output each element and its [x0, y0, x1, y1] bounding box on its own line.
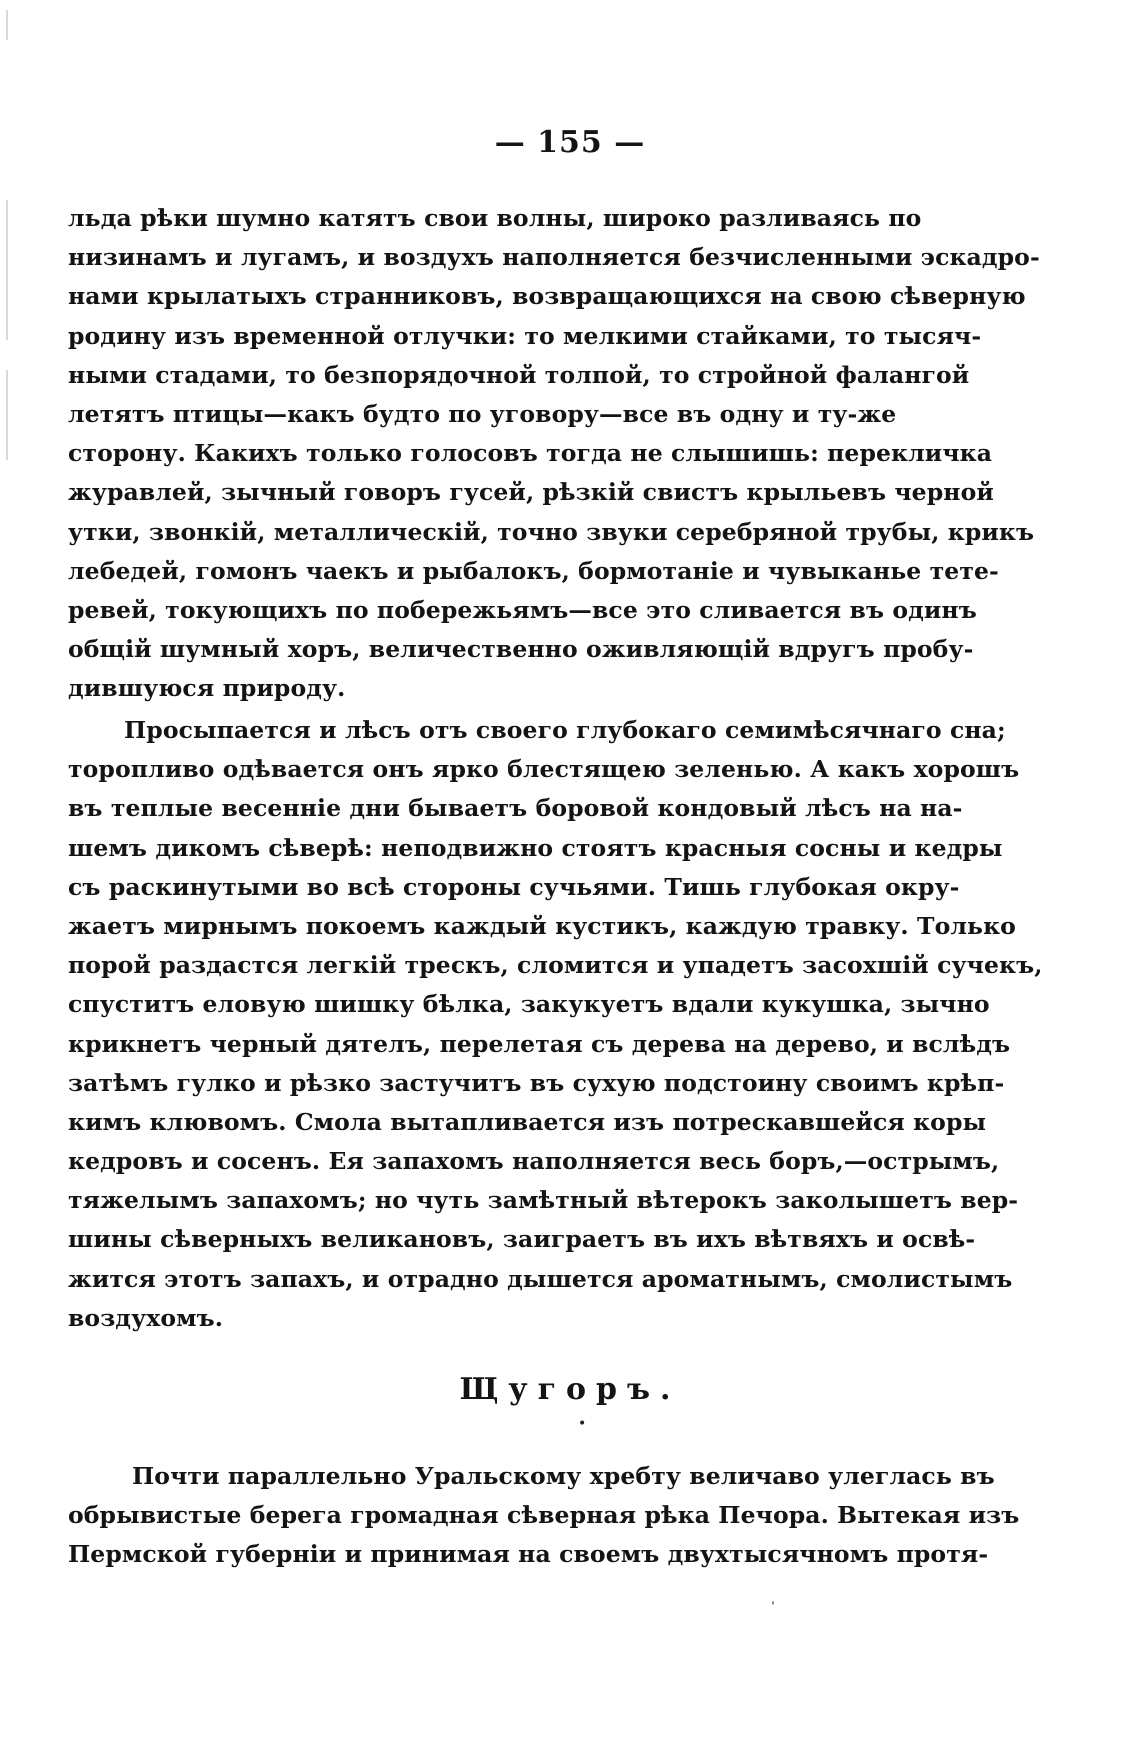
text-line: затѣмъ гулко и рѣзко застучитъ въ сухую подстоину своимъ крѣп-	[68, 1068, 1005, 1097]
section-heading: Щугоръ.	[459, 1372, 681, 1407]
paragraph-2	[68, 711, 1043, 1338]
text-line: кедровъ и сосенъ. Ея запахомъ наполняется весь боръ,—острымъ,	[68, 1147, 1000, 1176]
text-line: журавлей, зычный говоръ гусей, рѣзкій свистъ крыльевъ черной	[68, 478, 994, 507]
text-line: льда рѣки шумно катятъ свои волны, широко разливаясь по	[68, 204, 922, 232]
paragraph-1	[68, 199, 1040, 708]
text-line: порой раздастся легкій трескъ, сломится и упадетъ засохшій сучекъ,	[68, 951, 1043, 980]
scan-margin-mark	[6, 10, 8, 40]
text-line: шемъ дикомъ сѣверѣ: неподвижно стоятъ красныя сосны и кедры	[68, 833, 1003, 862]
paragraph-3	[68, 1457, 1020, 1575]
text-line: ными стадами, то безпорядочной толпой, то стройной фалангой	[68, 360, 970, 389]
text-line: летятъ птицы—какъ будто по уговору—все въ одну и ту-же	[68, 399, 897, 428]
text-line: кимъ клювомъ. Смола вытапливается изъ потрескавшейся коры	[68, 1107, 987, 1136]
text-line: ревей, токующихъ по побережьямъ—все это сливается въ одинъ	[68, 595, 977, 624]
text-line: Пермской губерніи и принимая на своемъ двухтысячномъ протя-	[68, 1540, 989, 1569]
text-line: въ теплые весенніе дни бываетъ боровой кондовый лѣсъ на на-	[68, 794, 963, 823]
text-line: воздухомъ.	[68, 1303, 224, 1332]
text-line: тяжелымъ запахомъ; но чуть замѣтный вѣтерокъ заколышетъ вер-	[68, 1186, 1019, 1215]
text-line: шины сѣверныхъ великановъ, заиграетъ въ ихъ вѣтвяхъ и освѣ-	[68, 1225, 976, 1254]
text-line: дившуюся природу.	[68, 674, 346, 703]
text-line: крикнетъ черный дятелъ, перелетая съ дерева на дерево, и вслѣдъ	[68, 1029, 1011, 1058]
ink-speck: ˈ	[771, 1600, 775, 1616]
scan-margin-mark	[6, 370, 8, 460]
text-line: сторону. Какихъ только голосовъ тогда не слышишь: перекличка	[68, 439, 993, 468]
text-line: торопливо одѣвается онъ ярко блестящею зеленью. А какъ хорошъ	[68, 755, 1020, 784]
text-line: утки, звонкій, металлическій, точно звуки серебряной трубы, крикъ	[68, 517, 1035, 546]
text-line: Почти параллельно Уральскому хребту величаво улеглась въ	[132, 1462, 995, 1490]
text-line: низинамъ и лугамъ, и воздухъ наполняется безчисленными эскадро-	[68, 243, 1040, 272]
text-line: жаетъ мирнымъ покоемъ каждый кустикъ, каждую травку. Только	[68, 911, 1016, 940]
text-line: Просыпается и лѣсъ отъ своего глубокаго семимѣсячнаго сна;	[124, 716, 1006, 744]
text-line: съ раскинутыми во всѣ стороны сучьями. Тишь глубокая окру-	[68, 872, 960, 901]
text-line: жится этотъ запахъ, и отрадно дышется ароматнымъ, смолистымъ	[68, 1264, 1013, 1293]
scan-margin-mark	[6, 200, 8, 340]
page-number: — 155 —	[494, 125, 646, 160]
text-line: спуститъ еловую шишку бѣлка, закукуетъ вдали кукушка, зычно	[68, 990, 990, 1019]
ink-speck: •	[578, 1416, 587, 1432]
text-line: обрывистые берега громадная сѣверная рѣка Печора. Вытекая изъ	[68, 1501, 1020, 1530]
text-line: лебедей, гомонъ чаекъ и рыбалокъ, бормотаніе и чувыканье тете-	[68, 556, 999, 585]
text-line: общій шумный хоръ, величественно оживляющій вдругъ пробу-	[68, 635, 974, 664]
text-line: родину изъ временной отлучки: то мелкими стайками, то тысяч-	[68, 321, 982, 350]
text-line: нами крылатыхъ странниковъ, возвращающихся на свою сѣверную	[68, 282, 1026, 311]
